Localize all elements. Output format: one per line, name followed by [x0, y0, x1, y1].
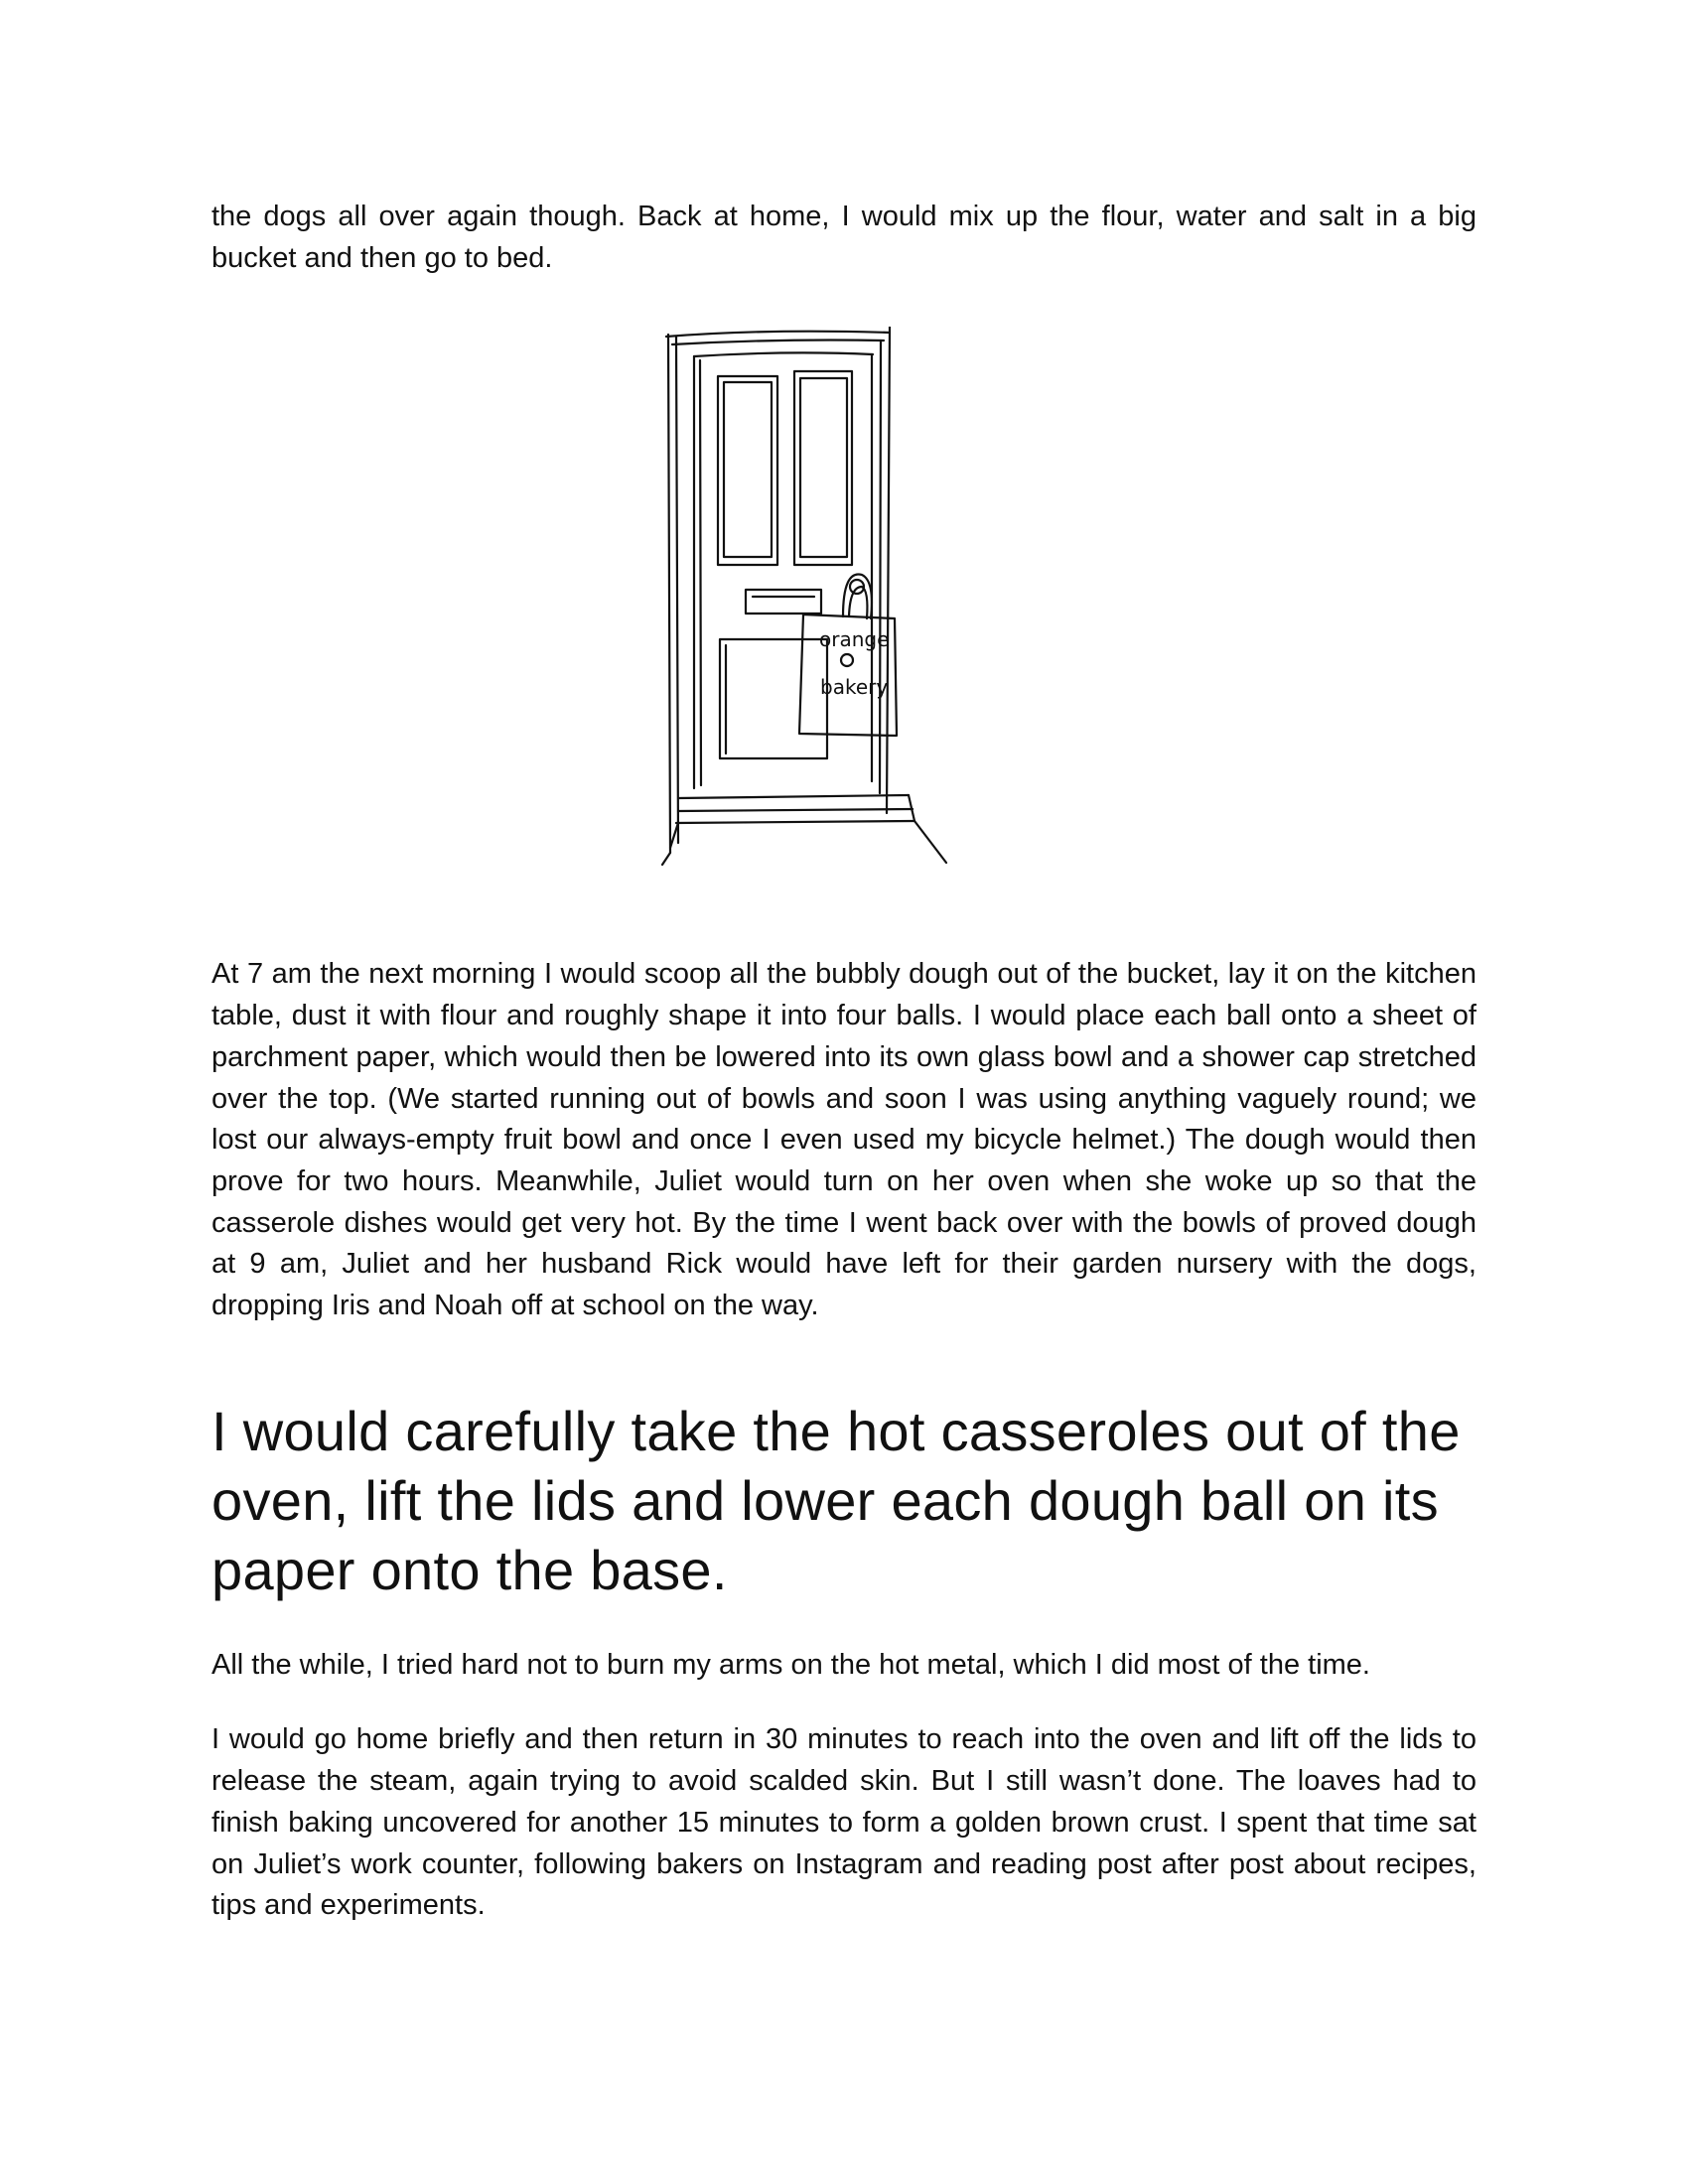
- paragraph-burn: All the while, I tried hard not to burn my arms on the hot metal, which I did most of the time.: [211, 1648, 1370, 1681]
- bag-text-bakery: bakery: [820, 675, 889, 700]
- bag-text-orange: orange: [819, 627, 890, 652]
- pull-quote: I would carefully take the hot casseroles out of the oven, lift the lids and lower each dough ball on its paper onto the base.: [211, 1399, 1461, 1601]
- page-content: [211, 197, 1477, 1927]
- paragraph-intro: the dogs all over again though. Back at home, I would mix up the flour, water and salt in a big bucket and then go to bed.: [211, 201, 1477, 274]
- paragraph-morning: At 7 am the next morning I would scoop all the bubbly dough out of the bucket, lay it on the kitchen table, dust it with flour and roughly shape it into four balls. I would place each ball onto a sheet of parchment paper, which would then be lowered into its own glass bowl and a shower cap stretched over the top. (We started running out of bowls and soon I was using anything vaguely round; we lost our always-empty fruit bowl and once I even used my bicycle helmet.) The dough would then prove for two hours. Meanwhile, Juliet would turn on her oven when she woke up so that the casserole dishes would get very hot. By the time I went back over with the bowls of proved dough at 9 am, Juliet and her husband Rick would have left for their garden nursery with the dogs, dropping Iris and Noah off at school on the way.: [211, 958, 1477, 1322]
- door-illustration: [648, 327, 1046, 873]
- paragraph-home: I would go home briefly and then return in 30 minutes to reach into the oven and lift off the lids to release the steam, again trying to avoid scalded skin. But I still wasn’t done. The loaves had to finish baking uncovered for another 15 minutes to form a golden brown crust. I spent that time sat on Juliet’s work counter, following bakers on Instagram and reading post after post about recipes, tips and experiments.: [211, 1723, 1477, 1922]
